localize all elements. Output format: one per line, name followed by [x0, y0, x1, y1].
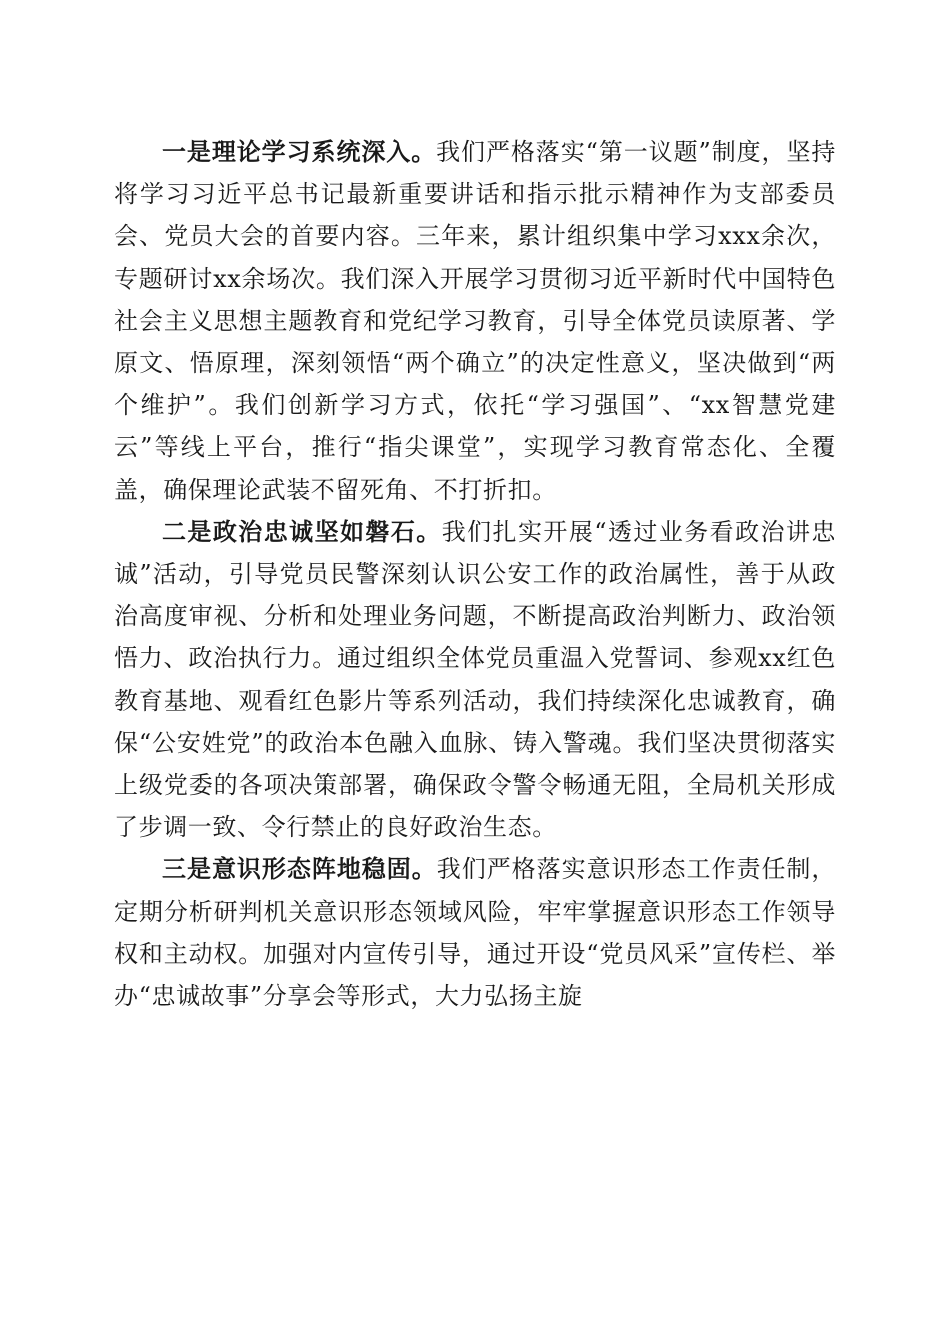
paragraph-theory-study: [114, 131, 836, 511]
paragraph-ideology-front: [114, 848, 836, 1017]
paragraph-text: 我们严格落实“第一议题”制度，坚持将学习习近平总书记最新重要讲话和指示批示精神作为支部委员会、党员大会的首要内容。三年来，累计组织集中学习xxx余次，专题研讨xx余场次。我们深入开展学习贯彻习近平新时代中国特色社会主义思想主题教育和党纪学习教育，引导全体党员读原著、学原文、悟原理，深刻领悟“两个确立”的决定性意义，坚决做到“两个维护”。我们创新学习方式，依托“学习强国”、“xx智慧党建云”等线上平台，推行“指尖课堂”，实现学习教育常态化、全覆盖，确保理论武装不留死角、不打折扣。: [114, 138, 836, 504]
document-body: [114, 131, 836, 1017]
paragraph-lead: 一是理论学习系统深入。: [162, 137, 437, 166]
paragraph-lead: 三是意识形态阵地稳固。: [162, 854, 437, 884]
paragraph-text: 我们严格落实意识形态工作责任制，定期分析研判机关意识形态领域风险，牢牢掌握意识形态工作领导权和主动权。加强对内宣传引导，通过开设“党员风采”宣传栏、举办“忠诚故事”分享会等形式，大力弘扬主旋: [114, 855, 836, 1011]
paragraph-lead: 二是政治忠诚坚如磐石。: [162, 516, 442, 546]
paragraph-political-loyalty: [114, 511, 836, 849]
paragraph-text: 我们扎实开展“透过业务看政治讲忠诚”活动，引导党员民警深刻认识公安工作的政治属性，善于从政治高度审视、分析和处理业务问题，不断提高政治判断力、政治领悟力、政治执行力。通过组织全体党员重温入党誓词、参观xx红色教育基地、观看红色影片等系列活动，我们持续深化忠诚教育，确保“公安姓党”的政治本色融入血脉、铸入警魂。我们坚决贯彻落实上级党委的各项决策部署，确保政令警令畅通无阻，全局机关形成了步调一致、令行禁止的良好政治生态。: [114, 517, 836, 842]
